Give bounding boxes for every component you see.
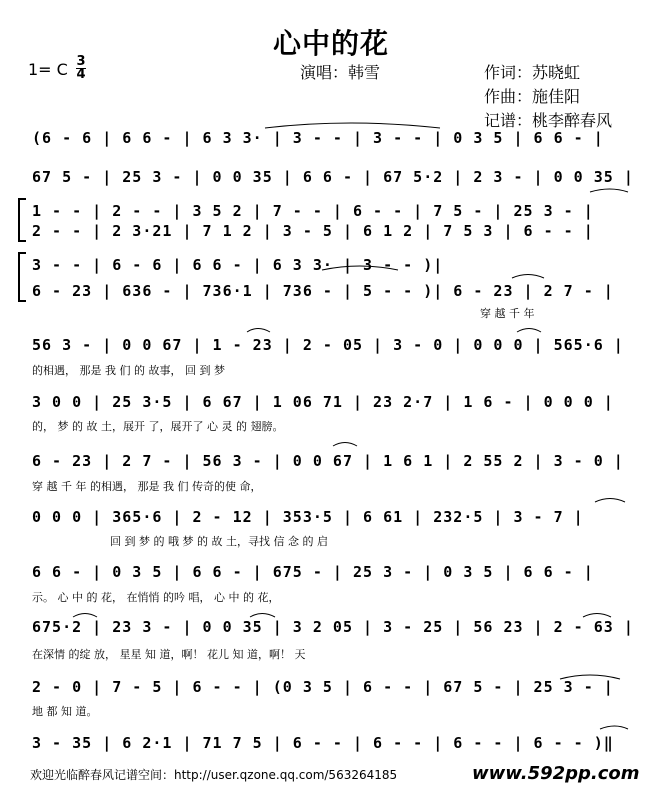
score-row: 3 - - | 6 - 6 | 6 6 - | 6 3 3· | 3 - - )| (32, 256, 444, 274)
score-row: (6 - 6 | 6 6 - | 6 3 3· | 3 - - | 3 - - | 0 3 5 | 6 6 - | (32, 129, 604, 147)
score-row: 6 6 - | 0 3 5 | 6 6 - | 675 - | 25 3 - | 0 3 5 | 6 6 - | (32, 563, 594, 581)
key-signature: 1= C (28, 60, 68, 79)
score-row: 0 0 0 | 365·6 | 2 - 12 | 353·5 | 6 61 | 232·5 | 3 - 7 | (32, 508, 584, 526)
score-row: 56 3 - | 0 0 67 | 1 - 23 | 2 - 05 | 3 - 0 | 0 0 0 | 565·6 | (32, 336, 624, 354)
lyric-line: 的， 梦 的 故 土，展开 了，展开了 心 灵 的 翅膀。 (32, 420, 284, 433)
lyric-line: 穿 越 千 年 的相遇， 那是 我 们 传奇的使 命， (32, 480, 262, 493)
composer-credit: 作曲：施佳阳 (484, 87, 581, 106)
score-row: 6 - 23 | 2 7 - | 56 3 - | 0 0 67 | 1 6 1 | 2 55 2 | 3 - 0 | (32, 452, 624, 470)
score-row: 3 0 0 | 25 3·5 | 6 67 | 1 06 71 | 23 2·7 | 1 6 - | 0 0 0 | (32, 393, 614, 411)
site-logo: www.592pp.com (472, 763, 640, 784)
footer-text: 欢迎光临醉春风记谱空间：http://user.qzone.qq.com/563264185 (30, 768, 398, 782)
lyric-line: 在深情 的绽 放， 星星 知 道，啊！ 花儿 知 道，啊！ 天 (32, 648, 306, 661)
meter-top: 3 (76, 54, 86, 69)
score-row: 1 - - | 2 - - | 3 5 2 | 7 - - | 6 - - | 7 5 - | 25 3 - | (32, 202, 594, 220)
transcriber-credit: 记谱：桃李醉春风 (484, 111, 613, 130)
lyric-line: 穿 越 千 年 (480, 307, 535, 320)
score-row: 6 - 23 | 636 - | 736·1 | 736 - | 5 - - )| 6 - 23 | 2 7 - | (32, 282, 614, 300)
lyric-line: 的相遇， 那是 我 们 的 故事， 回 到 梦 (32, 364, 225, 377)
score-row: 2 - 0 | 7 - 5 | 6 - - | (0 3 5 | 6 - - | 67 5 - | 25 3 - | (32, 678, 614, 696)
singer-credit: 演唱：韩雪 (300, 63, 381, 82)
meter-bottom: 4 (76, 67, 86, 82)
score-row: 67 5 - | 25 3 - | 0 0 35 | 6 6 - | 67 5·2 | 2 3 - | 0 0 35 | (32, 168, 634, 186)
lyric-line: 回 到 梦 的 哦 梦 的 故 土，寻找 信 念 的 启 (110, 535, 328, 548)
lyricist-credit: 作词：苏晓虹 (484, 63, 581, 82)
score-row: 3 - 35 | 6 2·1 | 71 7 5 | 6 - - | 6 - - | 6 - - | 6 - - )‖ (32, 734, 614, 752)
song-title: 心中的花 (272, 27, 389, 60)
score-row: 2 - - | 2 3·21 | 7 1 2 | 3 - 5 | 6 1 2 | 7 5 3 | 6 - - | (32, 222, 594, 240)
lyric-line: 地 都 知 道。 (32, 705, 98, 718)
lyric-line: 示。 心 中 的 花， 在悄悄 的吟 唱， 心 中 的 花， (32, 591, 280, 604)
score-row: 675·2 | 23 3 - | 0 0 35 | 3 2 05 | 3 - 25 | 56 23 | 2 - 63 | (32, 618, 634, 636)
